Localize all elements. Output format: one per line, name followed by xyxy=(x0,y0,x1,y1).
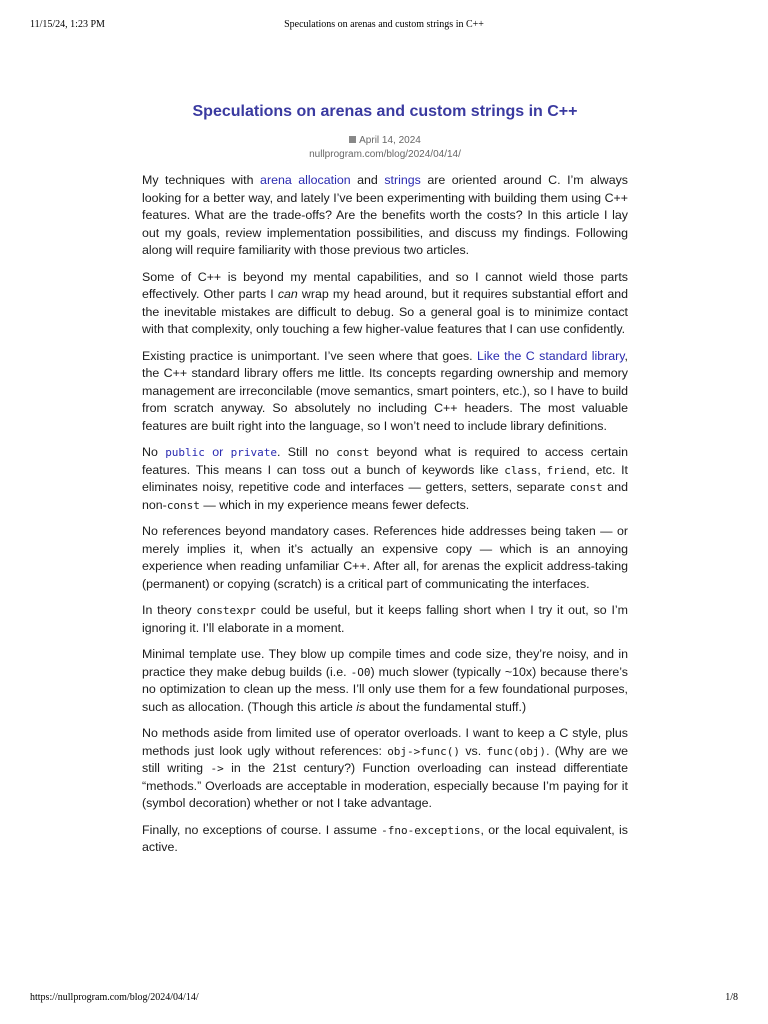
text: about the fundamental stuff.) xyxy=(365,699,527,714)
code-obj-func: obj->func() xyxy=(387,744,461,758)
text: In theory xyxy=(142,603,197,617)
text: vs. xyxy=(460,743,487,758)
article-meta xyxy=(142,134,628,162)
text: Existing practice is unimportant. I’ve seen where that goes. xyxy=(142,348,478,363)
text: in the 21st century?) Function overloading can instead differentiate “methods.” Overloads are acceptable in moderation, especially because I’m paying for it (symbol decoration) whether or not I take advantage. xyxy=(142,761,629,810)
code-public: public xyxy=(165,446,205,459)
print-url: https://nullprogram.com/blog/2024/04/14/ xyxy=(30,992,199,1003)
emphasis: is xyxy=(356,699,366,714)
text: , xyxy=(537,462,547,477)
article-date-line xyxy=(142,134,628,148)
code-arrow: -> xyxy=(210,762,224,775)
code-class: class xyxy=(504,463,538,477)
code-constexpr: constexpr xyxy=(196,604,257,617)
paragraph-8 xyxy=(142,725,628,813)
paragraph-6 xyxy=(142,602,628,637)
article-url: nullprogram.com/blog/2024/04/14/ xyxy=(309,149,461,160)
text: . Still no xyxy=(277,445,337,459)
paragraph-2 xyxy=(142,269,628,339)
paragraph-5: No references beyond mandatory cases. References hide addresses being taken — or merely implies it, when it’s actually an expensive copy — which is an annoying experience when reading unfamiliar C++. After all, for arenas the explicit address-taking (permanent) or copying (scratch) is a critical part of communicating the interfaces. xyxy=(142,524,628,591)
text: , the C++ standard library offers me little. Its concepts regarding ownership and memory management are irreconcilable (move semantics, smart pointers, etc.), so I have to build from scratch anyway. So absolutely no including C++ headers. The most valuable features are built right into the language, so I won’t need to include library definitions. xyxy=(142,348,628,433)
article-date: April 14, 2024 xyxy=(359,135,421,146)
code-func-obj: func(obj) xyxy=(486,744,547,758)
text: beyond what is required to access certain features. This means I can toss out a bunch of keywords like xyxy=(142,445,628,477)
code-const: const xyxy=(569,481,603,494)
text: Finally, no exceptions of course. I assume xyxy=(142,822,382,837)
text: , etc. It eliminates noisy, repetitive code and interfaces — getters, setters, separate xyxy=(142,462,628,494)
code-const: const xyxy=(336,446,370,459)
code-const: const xyxy=(166,498,200,512)
text: No methods aside from limited use of operator overloads. I want to keep a C style, plus methods just look ugly without references: xyxy=(142,726,628,758)
text: wrap my head around, but it requires substantial effort and the inevitable mistakes are difficult to debug. So a general goal is to minimize contact with that complexity, only touching a few higher-value features that I can use confidently. xyxy=(142,287,629,336)
text: Some of C++ is beyond my mental capabilities, and so I cannot wield those parts effectively. Other parts I xyxy=(142,269,628,301)
text: and xyxy=(350,173,385,187)
print-footer xyxy=(0,992,768,1006)
code-fno-exceptions: -fno-exceptions xyxy=(381,823,481,837)
article xyxy=(142,101,628,866)
code-friend: friend xyxy=(546,463,587,477)
text: Minimal template use. They blow up compile times and code size, they’re noisy, and in practice they make debug builds (i.e. xyxy=(142,647,628,679)
paragraph-9 xyxy=(142,822,628,857)
paragraph-3 xyxy=(142,348,628,436)
article-body xyxy=(142,172,628,857)
code-o0: -O0 xyxy=(350,665,371,679)
print-doc-title: Speculations on arenas and custom strings in C++ xyxy=(284,19,484,30)
text: — which in my experience means fewer defects. xyxy=(199,497,470,512)
paragraph-4 xyxy=(142,444,628,514)
calendar-icon xyxy=(349,136,356,143)
print-header xyxy=(0,19,768,33)
text: are oriented around C. I’m always looking for a better way, and lately I’ve been experimenting with building them using C++ features. What are the trade-offs? Are the benefits worth the costs? In this article I lay out my goals, review implementation possibilities, and discuss my findings. Following along will require familiarity with those previous two articles. xyxy=(142,173,628,257)
code-private: private xyxy=(230,446,277,459)
text: My techniques with xyxy=(142,173,261,187)
paragraph-1 xyxy=(142,172,628,260)
text: and non- xyxy=(142,480,628,512)
page-number: 1/8 xyxy=(725,992,738,1003)
text: . (Why are we still writing xyxy=(142,743,628,775)
c-standard-library-link[interactable]: Like the C standard library xyxy=(477,348,625,363)
text: could be useful, but it keeps falling short when I try it out, so I’m ignoring it. I’ll elaborate in a moment. xyxy=(142,603,628,635)
paragraph-7 xyxy=(142,646,628,716)
arena-allocation-link[interactable]: arena allocation xyxy=(260,173,351,187)
emphasis: can xyxy=(277,287,298,301)
text: , or the local equivalent, is active. xyxy=(142,822,628,854)
print-datetime: 11/15/24, 1:23 PM xyxy=(30,19,105,30)
text: or xyxy=(204,445,231,459)
text: No xyxy=(142,445,166,459)
article-title: Speculations on arenas and custom strings in C++ xyxy=(192,103,578,120)
strings-link[interactable]: strings xyxy=(384,173,421,187)
text: ) much slower (typically ~10x) because there’s no optimization to clean up the mess. I’ll only use them for a few foundational purposes, such as allocation. (Though this article xyxy=(142,664,629,714)
